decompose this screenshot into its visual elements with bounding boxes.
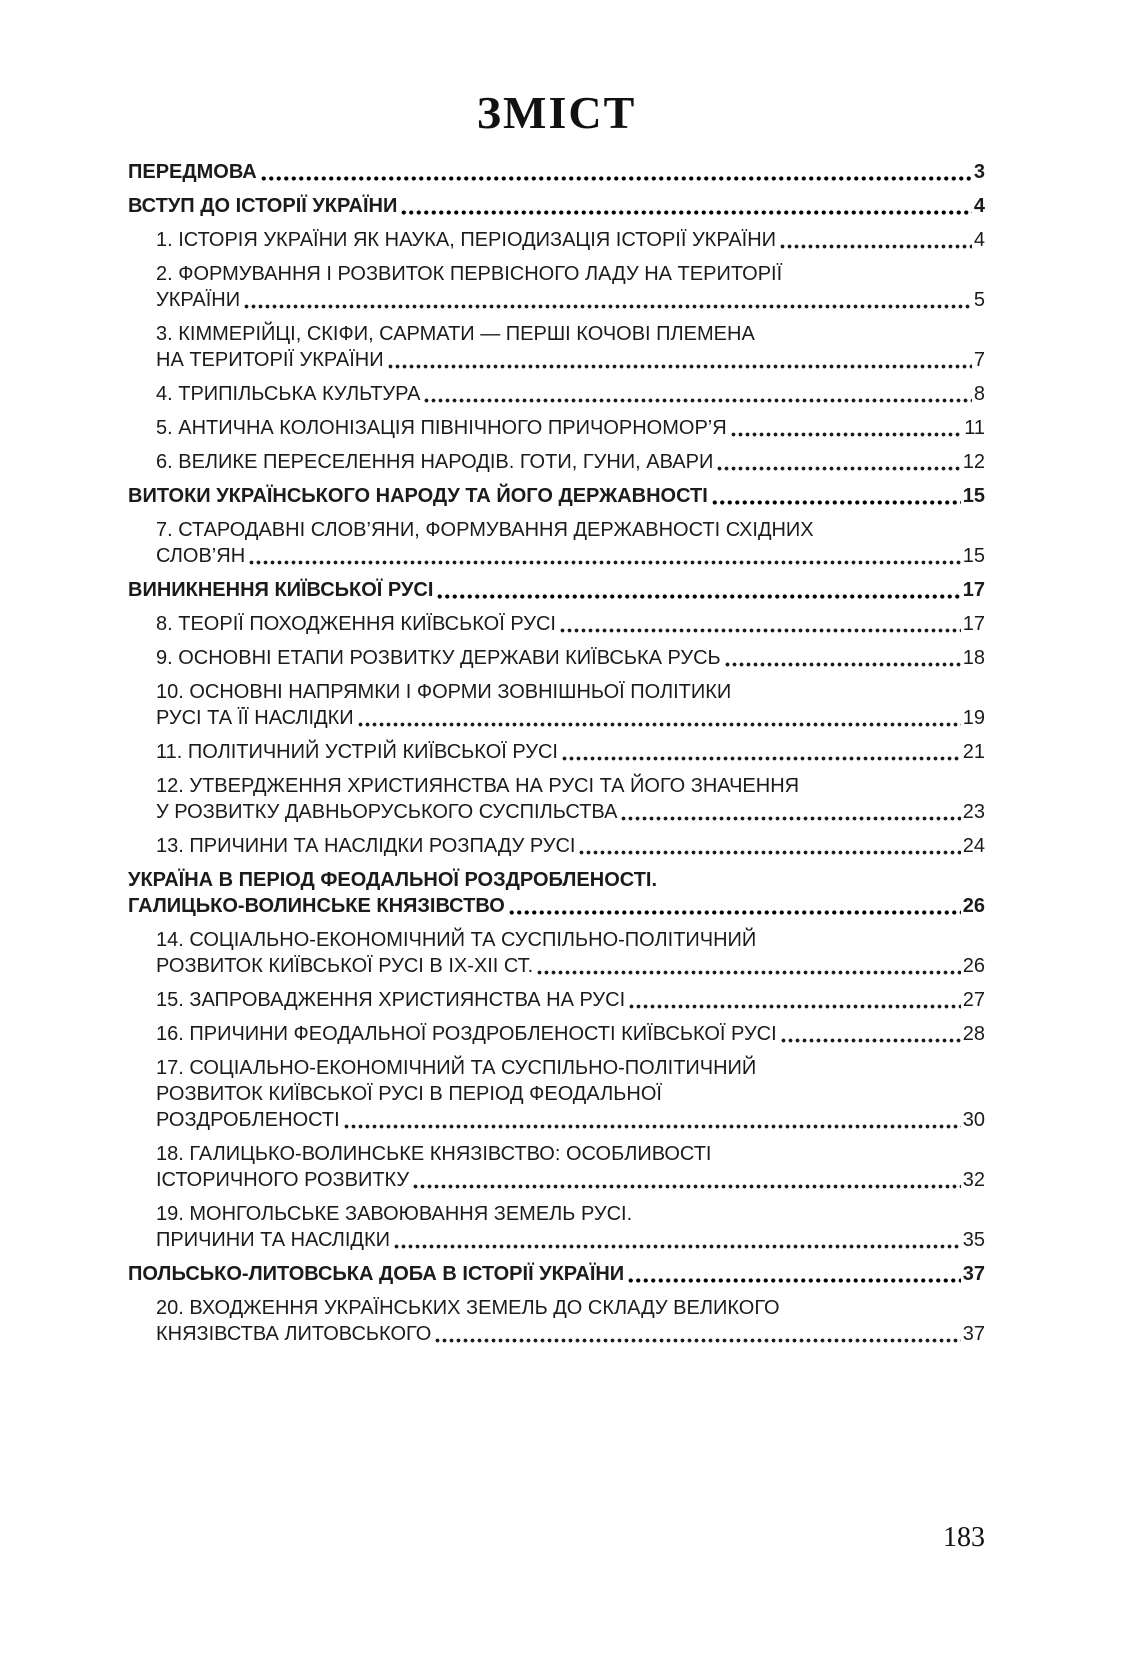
- dot-leader: [716, 466, 960, 471]
- toc-entry-title: 18. ГАЛИЦЬКО-ВОЛИНСЬКЕ КНЯЗІВСТВО: ОСОБЛИВОСТІ: [156, 1143, 712, 1165]
- toc-page-number: 8: [973, 383, 985, 405]
- toc-item-entry: [128, 739, 985, 765]
- toc-line: [156, 833, 985, 859]
- toc-line: [156, 1295, 985, 1321]
- toc-item-entry: [128, 261, 985, 313]
- toc-item-entry: [128, 1021, 985, 1047]
- toc-entry-title: КНЯЗІВСТВА ЛИТОВСЬКОГО: [156, 1323, 432, 1345]
- toc-page-number: 23: [962, 801, 985, 823]
- toc-item-entry: [128, 1295, 985, 1347]
- toc-entry-title: УКРАЇНИ: [156, 289, 241, 311]
- dot-leader: [780, 1038, 961, 1043]
- toc-line: [156, 287, 985, 313]
- toc-entry-title: РОЗДРОБЛЕНОСТІ: [156, 1109, 340, 1131]
- dot-leader: [559, 628, 961, 633]
- toc-entry-title: 1. ІСТОРІЯ УКРАЇНИ ЯК НАУКА, ПЕРІОДИЗАЦІЯ ІСТОРІЇ УКРАЇНИ: [156, 229, 777, 251]
- toc-line: [156, 381, 985, 407]
- toc-entry-title: 20. ВХОДЖЕННЯ УКРАЇНСЬКИХ ЗЕМЕЛЬ ДО СКЛАДУ ВЕЛИКОГО: [156, 1297, 780, 1319]
- toc-line: [156, 415, 985, 441]
- toc-entry-title: 11. ПОЛІТИЧНИЙ УСТРІЙ КИЇВСЬКОЇ РУСІ: [156, 741, 558, 763]
- toc-entry-title: ІСТОРИЧНОГО РОЗВИТКУ: [156, 1169, 410, 1191]
- toc-entry-title: 16. ПРИЧИНИ ФЕОДАЛЬНОЇ РОЗДРОБЛЕНОСТІ КИЇВСЬКОЇ РУСІ: [156, 1023, 777, 1045]
- toc-line: [128, 193, 985, 219]
- toc-item-entry: [128, 833, 985, 859]
- dot-leader: [387, 364, 972, 369]
- toc-page-number: 15: [962, 545, 985, 567]
- toc-item-entry: [128, 1141, 985, 1193]
- toc-entry-title: 17. СОЦІАЛЬНО-ЕКОНОМІЧНИЙ ТА СУСПІЛЬНО-ПОЛІТИЧНИЙ: [156, 1057, 757, 1079]
- toc-line: [156, 321, 985, 347]
- toc-page-number: 35: [962, 1229, 985, 1251]
- toc-entry-title: УКРАЇНА В ПЕРІОД ФЕОДАЛЬНОЇ РОЗДРОБЛЕНОСТІ.: [128, 869, 658, 891]
- toc-page-number: 26: [962, 955, 985, 977]
- toc-page-number: 26: [962, 895, 985, 917]
- toc-page-number: 4: [973, 229, 985, 251]
- toc-page-number: 4: [973, 195, 985, 217]
- dot-leader: [561, 756, 961, 761]
- toc-entry-title: НА ТЕРИТОРІЇ УКРАЇНИ: [156, 349, 384, 371]
- toc-line: [156, 645, 985, 671]
- toc-entry-title: 6. ВЕЛИКЕ ПЕРЕСЕЛЕННЯ НАРОДІВ. ГОТИ, ГУНИ, АВАРИ: [156, 451, 714, 473]
- toc-line: [128, 483, 985, 509]
- toc-item-entry: [128, 773, 985, 825]
- toc-line: [156, 347, 985, 373]
- toc-line: [156, 1321, 985, 1347]
- toc-line: [156, 449, 985, 475]
- toc-item-entry: [128, 381, 985, 407]
- toc-item-entry: [128, 321, 985, 373]
- toc-section-entry: [128, 483, 985, 509]
- toc-line: [156, 1201, 985, 1227]
- toc-line: [128, 893, 985, 919]
- toc-page-number: 11: [964, 417, 985, 439]
- toc-line: [156, 1141, 985, 1167]
- toc-entry-title: 4. ТРИПІЛЬСЬКА КУЛЬТУРА: [156, 383, 421, 405]
- toc-line: [156, 1021, 985, 1047]
- toc-entry-title: СЛОВ’ЯН: [156, 545, 246, 567]
- toc-line: [128, 577, 985, 603]
- toc-line: [156, 261, 985, 287]
- toc-line: [156, 611, 985, 637]
- toc-entry-title: 3. КІММЕРІЙЦІ, СКІФИ, САРМАТИ — ПЕРШІ КОЧОВІ ПЛЕМЕНА: [156, 323, 755, 345]
- toc-entry-title: РОЗВИТОК КИЇВСЬКОЇ РУСІ В IX-XII СТ.: [156, 955, 534, 977]
- toc-item-entry: [128, 927, 985, 979]
- toc-entry-title: ВСТУП ДО ІСТОРІЇ УКРАЇНИ: [128, 195, 398, 217]
- dot-leader: [412, 1184, 961, 1189]
- dot-leader: [620, 816, 960, 821]
- dot-leader: [343, 1124, 961, 1129]
- toc-entry-title: ПОЛЬСЬКО-ЛИТОВСЬКА ДОБА В ІСТОРІЇ УКРАЇНИ: [128, 1263, 625, 1285]
- toc-page-number: 37: [962, 1323, 985, 1345]
- toc-page-number: 5: [973, 289, 985, 311]
- toc-entry-title: 14. СОЦІАЛЬНО-ЕКОНОМІЧНИЙ ТА СУСПІЛЬНО-ПОЛІТИЧНИЙ: [156, 929, 757, 951]
- dot-leader: [243, 304, 972, 309]
- toc-entry-title: 8. ТЕОРІЇ ПОХОДЖЕННЯ КИЇВСЬКОЇ РУСІ: [156, 613, 556, 635]
- toc-line: [156, 773, 985, 799]
- toc-page-number: 30: [962, 1109, 985, 1131]
- toc-item-entry: [128, 987, 985, 1013]
- toc-page-number: 21: [962, 741, 985, 763]
- dot-leader: [436, 594, 960, 599]
- toc-page-number: 18: [962, 647, 985, 669]
- dot-leader: [434, 1338, 960, 1343]
- toc-page-number: 28: [962, 1023, 985, 1045]
- dot-leader: [393, 1244, 961, 1249]
- toc-line: [128, 159, 985, 185]
- toc-page-number: 37: [962, 1263, 985, 1285]
- toc-line: [156, 1055, 985, 1081]
- toc-entry-title: РУСІ ТА ЇЇ НАСЛІДКИ: [156, 707, 354, 729]
- toc-line: [156, 517, 985, 543]
- dot-leader: [357, 722, 961, 727]
- toc-item-entry: [128, 1201, 985, 1253]
- dot-leader: [260, 176, 972, 181]
- toc-line: [156, 1227, 985, 1253]
- toc-section-entry: [128, 867, 985, 919]
- toc-entry-title: 15. ЗАПРОВАДЖЕННЯ ХРИСТИЯНСТВА НА РУСІ: [156, 989, 626, 1011]
- toc-page-number: 19: [962, 707, 985, 729]
- dot-leader: [536, 970, 961, 975]
- toc-page-number: 7: [973, 349, 985, 371]
- toc-entry-title: 13. ПРИЧИНИ ТА НАСЛІДКИ РОЗПАДУ РУСІ: [156, 835, 576, 857]
- toc-line: [156, 799, 985, 825]
- toc-entry-title: ВИТОКИ УКРАЇНСЬКОГО НАРОДУ ТА ЙОГО ДЕРЖАВНОСТІ: [128, 485, 708, 507]
- toc-entry-title: 12. УТВЕРДЖЕННЯ ХРИСТИЯНСТВА НА РУСІ ТА ЙОГО ЗНАЧЕННЯ: [156, 775, 800, 797]
- toc-line: [156, 1081, 985, 1107]
- toc-item-entry: [128, 227, 985, 253]
- toc-entry-title: ПРИЧИНИ ТА НАСЛІДКИ: [156, 1229, 390, 1251]
- toc-entry-title: РОЗВИТОК КИЇВСЬКОЇ РУСІ В ПЕРІОД ФЕОДАЛЬНОЇ: [156, 1083, 662, 1105]
- toc-page-number: 32: [962, 1169, 985, 1191]
- toc-line: [156, 1107, 985, 1133]
- toc-line: [156, 953, 985, 979]
- toc-section-entry: [128, 1261, 985, 1287]
- toc-line: [156, 705, 985, 731]
- toc-item-entry: [128, 1055, 985, 1133]
- toc-entry-title: ГАЛИЦЬКО-ВОЛИНСЬКЕ КНЯЗІВСТВО: [128, 895, 505, 917]
- toc-entry-title: 5. АНТИЧНА КОЛОНІЗАЦІЯ ПІВНІЧНОГО ПРИЧОРНОМОР’Я: [156, 417, 727, 439]
- dot-leader: [730, 432, 963, 437]
- toc-line: [156, 543, 985, 569]
- toc-entry-title: 2. ФОРМУВАННЯ І РОЗВИТОК ПЕРВІСНОГО ЛАДУ НА ТЕРИТОРІЇ: [156, 263, 783, 285]
- dot-leader: [508, 910, 961, 915]
- folio-page-number: 183: [943, 1522, 985, 1553]
- toc-page-number: 17: [962, 579, 985, 601]
- toc-line: [156, 679, 985, 705]
- dot-leader: [628, 1004, 961, 1009]
- toc-item-entry: [128, 449, 985, 475]
- toc-page-number: 15: [962, 485, 985, 507]
- toc-line: [156, 227, 985, 253]
- dot-leader: [578, 850, 960, 855]
- toc-list: [128, 159, 985, 1347]
- toc-page-number: 27: [962, 989, 985, 1011]
- toc-entry-title: 10. ОСНОВНІ НАПРЯМКИ І ФОРМИ ЗОВНІШНЬОЇ ПОЛІТИКИ: [156, 681, 732, 703]
- toc-item-entry: [128, 645, 985, 671]
- toc-page-number: 24: [962, 835, 985, 857]
- toc-section-entry: [128, 193, 985, 219]
- toc-line: [156, 739, 985, 765]
- toc-entry-title: ПЕРЕДМОВА: [128, 161, 257, 183]
- dot-leader: [248, 560, 961, 565]
- toc-line: [156, 987, 985, 1013]
- dot-leader: [711, 500, 961, 505]
- toc-line: [156, 1167, 985, 1193]
- page-title: ЗМІСТ: [476, 87, 637, 138]
- dot-leader: [779, 244, 972, 249]
- toc-item-entry: [128, 679, 985, 731]
- toc-item-entry: [128, 517, 985, 569]
- toc-entry-title: ВИНИКНЕННЯ КИЇВСЬКОЇ РУСІ: [128, 579, 434, 601]
- toc-item-entry: [128, 415, 985, 441]
- toc-entry-title: У РОЗВИТКУ ДАВНЬОРУСЬКОГО СУСПІЛЬСТВА: [156, 801, 618, 823]
- toc-section-entry: [128, 577, 985, 603]
- dot-leader: [400, 210, 972, 215]
- toc-page-number: 3: [973, 161, 985, 183]
- toc-entry-title: 7. СТАРОДАВНІ СЛОВ’ЯНИ, ФОРМУВАННЯ ДЕРЖАВНОСТІ СХІДНИХ: [156, 519, 814, 541]
- toc-line: [128, 1261, 985, 1287]
- toc-item-entry: [128, 611, 985, 637]
- toc-line: [128, 867, 985, 893]
- dot-leader: [423, 398, 971, 403]
- dot-leader: [724, 662, 961, 667]
- toc-section-entry: [128, 159, 985, 185]
- toc-page-number: 12: [962, 451, 985, 473]
- toc-entry-title: 9. ОСНОВНІ ЕТАПИ РОЗВИТКУ ДЕРЖАВИ КИЇВСЬКА РУСЬ: [156, 647, 721, 669]
- dot-leader: [627, 1278, 961, 1283]
- toc-entry-title: 19. МОНГОЛЬСЬКЕ ЗАВОЮВАННЯ ЗЕМЕЛЬ РУСІ.: [156, 1203, 633, 1225]
- toc-page-number: 17: [962, 613, 985, 635]
- toc-line: [156, 927, 985, 953]
